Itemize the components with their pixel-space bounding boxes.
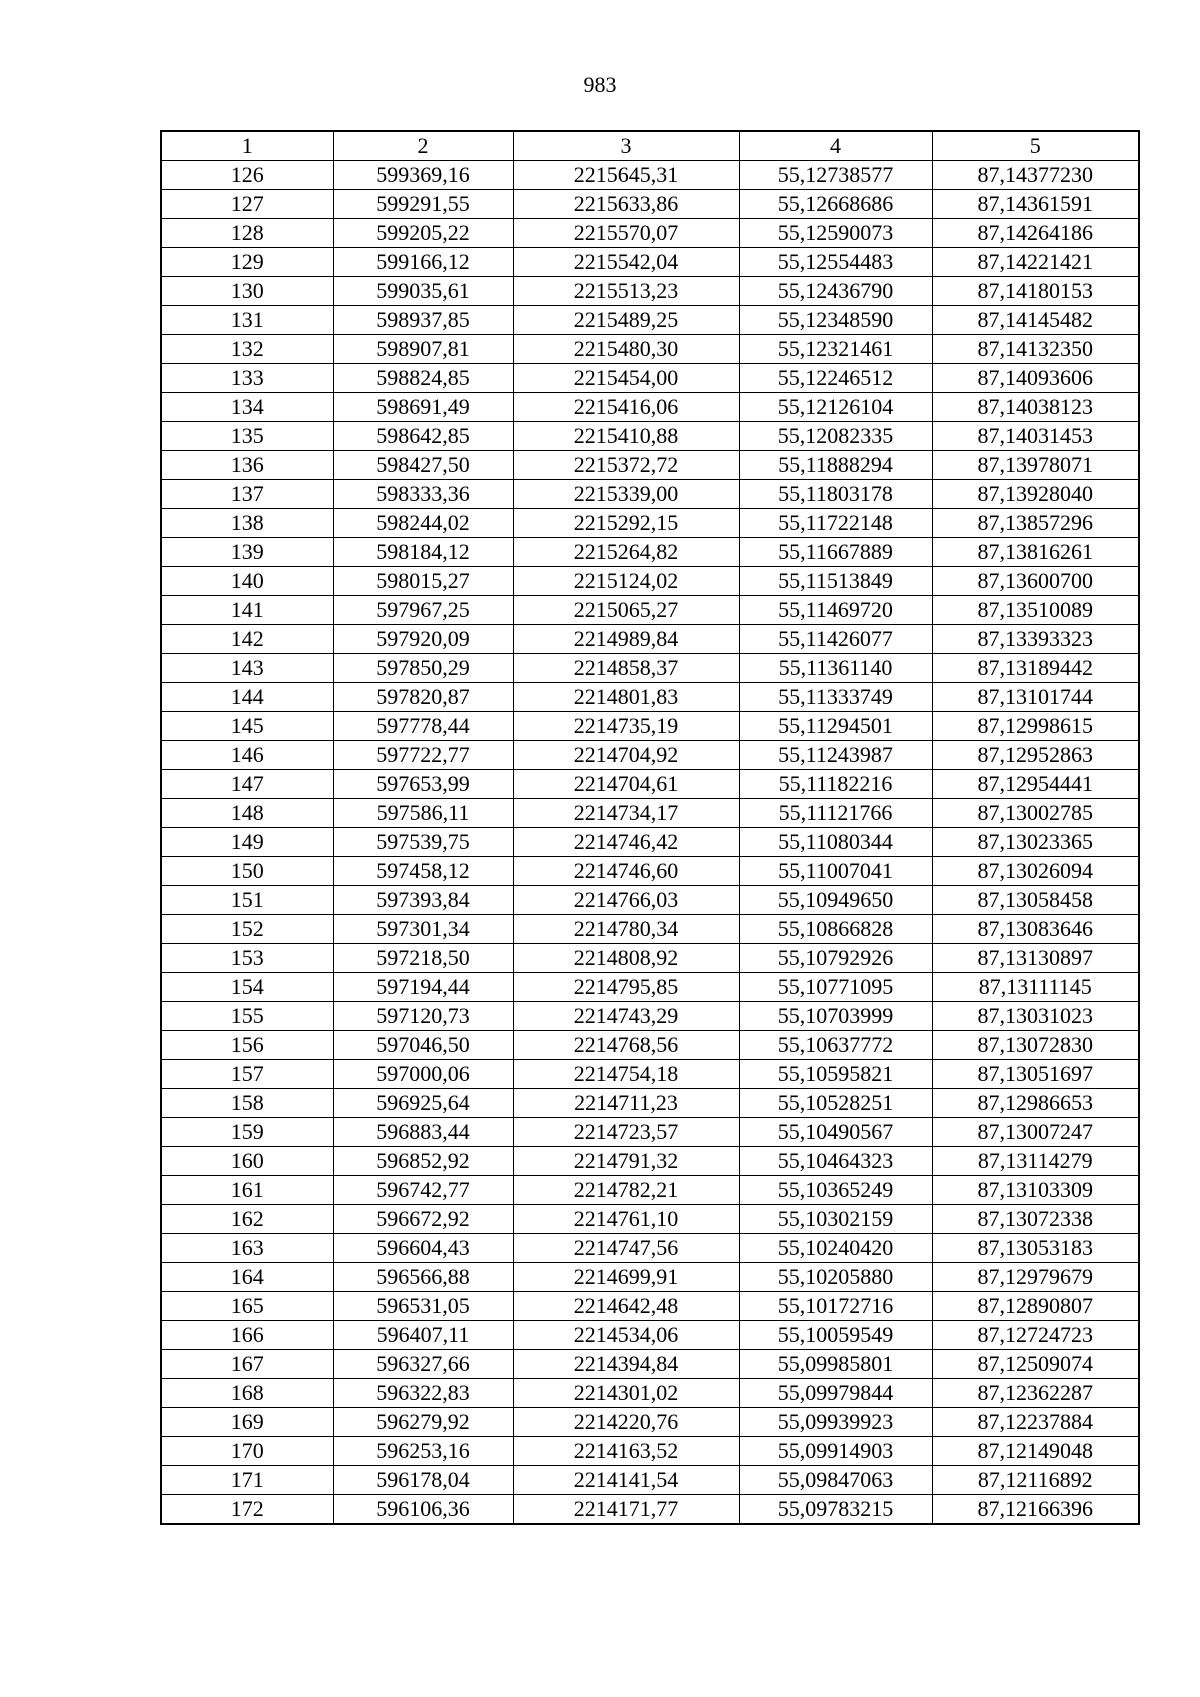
table-row — [161, 422, 1139, 451]
column-header: 4 — [739, 131, 932, 161]
latitude-cell: 55,09783215 — [739, 1495, 932, 1525]
x-coordinate-cell: 597458,12 — [333, 857, 513, 886]
point-number-cell: 157 — [161, 1060, 333, 1089]
x-coordinate-cell: 597301,34 — [333, 915, 513, 944]
table-row — [161, 596, 1139, 625]
x-coordinate-cell: 596407,11 — [333, 1321, 513, 1350]
point-number-cell: 142 — [161, 625, 333, 654]
y-coordinate-cell: 2214795,85 — [513, 973, 739, 1002]
longitude-cell: 87,13130897 — [932, 944, 1139, 973]
longitude-cell: 87,12998615 — [932, 712, 1139, 741]
table-row — [161, 712, 1139, 741]
longitude-cell: 87,12237884 — [932, 1408, 1139, 1437]
y-coordinate-cell: 2215513,23 — [513, 277, 739, 306]
x-coordinate-cell: 598642,85 — [333, 422, 513, 451]
longitude-cell: 87,13978071 — [932, 451, 1139, 480]
table-row — [161, 219, 1139, 248]
x-coordinate-cell: 596672,92 — [333, 1205, 513, 1234]
longitude-cell: 87,13023365 — [932, 828, 1139, 857]
latitude-cell: 55,11361140 — [739, 654, 932, 683]
point-number-cell: 128 — [161, 219, 333, 248]
x-coordinate-cell: 597194,44 — [333, 973, 513, 1002]
point-number-cell: 129 — [161, 248, 333, 277]
latitude-cell: 55,10771095 — [739, 973, 932, 1002]
table-row — [161, 1147, 1139, 1176]
table-row — [161, 625, 1139, 654]
point-number-cell: 139 — [161, 538, 333, 567]
x-coordinate-cell: 597000,06 — [333, 1060, 513, 1089]
latitude-cell: 55,12082335 — [739, 422, 932, 451]
latitude-cell: 55,12738577 — [739, 161, 932, 190]
x-coordinate-cell: 597653,99 — [333, 770, 513, 799]
column-header: 5 — [932, 131, 1139, 161]
point-number-cell: 164 — [161, 1263, 333, 1292]
table-header-row — [161, 131, 1139, 161]
y-coordinate-cell: 2214747,56 — [513, 1234, 739, 1263]
table-row — [161, 886, 1139, 915]
table-row — [161, 480, 1139, 509]
latitude-cell: 55,11294501 — [739, 712, 932, 741]
latitude-cell: 55,12590073 — [739, 219, 932, 248]
y-coordinate-cell: 2214711,23 — [513, 1089, 739, 1118]
longitude-cell: 87,13101744 — [932, 683, 1139, 712]
y-coordinate-cell: 2215410,88 — [513, 422, 739, 451]
longitude-cell: 87,12116892 — [932, 1466, 1139, 1495]
latitude-cell: 55,12321461 — [739, 335, 932, 364]
latitude-cell: 55,10464323 — [739, 1147, 932, 1176]
longitude-cell: 87,13007247 — [932, 1118, 1139, 1147]
table-row — [161, 451, 1139, 480]
x-coordinate-cell: 596742,77 — [333, 1176, 513, 1205]
longitude-cell: 87,13002785 — [932, 799, 1139, 828]
point-number-cell: 130 — [161, 277, 333, 306]
y-coordinate-cell: 2214704,92 — [513, 741, 739, 770]
latitude-cell: 55,10866828 — [739, 915, 932, 944]
coordinates-table — [160, 130, 1140, 1525]
point-number-cell: 148 — [161, 799, 333, 828]
x-coordinate-cell: 598691,49 — [333, 393, 513, 422]
x-coordinate-cell: 597820,87 — [333, 683, 513, 712]
latitude-cell: 55,09985801 — [739, 1350, 932, 1379]
y-coordinate-cell: 2214699,91 — [513, 1263, 739, 1292]
point-number-cell: 159 — [161, 1118, 333, 1147]
x-coordinate-cell: 597539,75 — [333, 828, 513, 857]
table-row — [161, 1089, 1139, 1118]
x-coordinate-cell: 598427,50 — [333, 451, 513, 480]
latitude-cell: 55,11333749 — [739, 683, 932, 712]
y-coordinate-cell: 2215372,72 — [513, 451, 739, 480]
y-coordinate-cell: 2214989,84 — [513, 625, 739, 654]
y-coordinate-cell: 2215416,06 — [513, 393, 739, 422]
latitude-cell: 55,10528251 — [739, 1089, 932, 1118]
table-row — [161, 364, 1139, 393]
latitude-cell: 55,11469720 — [739, 596, 932, 625]
x-coordinate-cell: 597218,50 — [333, 944, 513, 973]
latitude-cell: 55,12348590 — [739, 306, 932, 335]
latitude-cell: 55,10205880 — [739, 1263, 932, 1292]
table-row — [161, 190, 1139, 219]
table-row — [161, 161, 1139, 190]
point-number-cell: 158 — [161, 1089, 333, 1118]
table-row — [161, 567, 1139, 596]
latitude-cell: 55,10595821 — [739, 1060, 932, 1089]
x-coordinate-cell: 596253,16 — [333, 1437, 513, 1466]
x-coordinate-cell: 599369,16 — [333, 161, 513, 190]
longitude-cell: 87,14093606 — [932, 364, 1139, 393]
table-row — [161, 1350, 1139, 1379]
table-row — [161, 1379, 1139, 1408]
y-coordinate-cell: 2215339,00 — [513, 480, 739, 509]
y-coordinate-cell: 2214746,60 — [513, 857, 739, 886]
table-row — [161, 1292, 1139, 1321]
longitude-cell: 87,14377230 — [932, 161, 1139, 190]
point-number-cell: 150 — [161, 857, 333, 886]
latitude-cell: 55,10703999 — [739, 1002, 932, 1031]
table-row — [161, 1263, 1139, 1292]
x-coordinate-cell: 597778,44 — [333, 712, 513, 741]
point-number-cell: 169 — [161, 1408, 333, 1437]
x-coordinate-cell: 599291,55 — [333, 190, 513, 219]
table-row — [161, 538, 1139, 567]
x-coordinate-cell: 597120,73 — [333, 1002, 513, 1031]
table-row — [161, 1060, 1139, 1089]
point-number-cell: 135 — [161, 422, 333, 451]
table-row — [161, 1002, 1139, 1031]
latitude-cell: 55,09939923 — [739, 1408, 932, 1437]
latitude-cell: 55,12668686 — [739, 190, 932, 219]
x-coordinate-cell: 596604,43 — [333, 1234, 513, 1263]
x-coordinate-cell: 597046,50 — [333, 1031, 513, 1060]
table-row — [161, 857, 1139, 886]
table-row — [161, 1408, 1139, 1437]
x-coordinate-cell: 596322,83 — [333, 1379, 513, 1408]
point-number-cell: 172 — [161, 1495, 333, 1525]
y-coordinate-cell: 2214735,19 — [513, 712, 739, 741]
x-coordinate-cell: 597920,09 — [333, 625, 513, 654]
point-number-cell: 131 — [161, 306, 333, 335]
latitude-cell: 55,11182216 — [739, 770, 932, 799]
latitude-cell: 55,11121766 — [739, 799, 932, 828]
y-coordinate-cell: 2214163,52 — [513, 1437, 739, 1466]
x-coordinate-cell: 597850,29 — [333, 654, 513, 683]
longitude-cell: 87,13857296 — [932, 509, 1139, 538]
latitude-cell: 55,10490567 — [739, 1118, 932, 1147]
latitude-cell: 55,10240420 — [739, 1234, 932, 1263]
latitude-cell: 55,10637772 — [739, 1031, 932, 1060]
x-coordinate-cell: 598824,85 — [333, 364, 513, 393]
point-number-cell: 163 — [161, 1234, 333, 1263]
x-coordinate-cell: 598333,36 — [333, 480, 513, 509]
latitude-cell: 55,09847063 — [739, 1466, 932, 1495]
latitude-cell: 55,09979844 — [739, 1379, 932, 1408]
x-coordinate-cell: 596279,92 — [333, 1408, 513, 1437]
table-row — [161, 1495, 1139, 1525]
latitude-cell: 55,11080344 — [739, 828, 932, 857]
point-number-cell: 146 — [161, 741, 333, 770]
latitude-cell: 55,10172716 — [739, 1292, 932, 1321]
latitude-cell: 55,11243987 — [739, 741, 932, 770]
point-number-cell: 138 — [161, 509, 333, 538]
longitude-cell: 87,14361591 — [932, 190, 1139, 219]
y-coordinate-cell: 2214791,32 — [513, 1147, 739, 1176]
y-coordinate-cell: 2215454,00 — [513, 364, 739, 393]
latitude-cell: 55,10365249 — [739, 1176, 932, 1205]
x-coordinate-cell: 597967,25 — [333, 596, 513, 625]
table-row — [161, 335, 1139, 364]
y-coordinate-cell: 2214754,18 — [513, 1060, 739, 1089]
y-coordinate-cell: 2214723,57 — [513, 1118, 739, 1147]
x-coordinate-cell: 596925,64 — [333, 1089, 513, 1118]
point-number-cell: 166 — [161, 1321, 333, 1350]
point-number-cell: 140 — [161, 567, 333, 596]
x-coordinate-cell: 599035,61 — [333, 277, 513, 306]
x-coordinate-cell: 596852,92 — [333, 1147, 513, 1176]
longitude-cell: 87,13031023 — [932, 1002, 1139, 1031]
y-coordinate-cell: 2214394,84 — [513, 1350, 739, 1379]
x-coordinate-cell: 596531,05 — [333, 1292, 513, 1321]
y-coordinate-cell: 2214220,76 — [513, 1408, 739, 1437]
point-number-cell: 126 — [161, 161, 333, 190]
table-row — [161, 1118, 1139, 1147]
y-coordinate-cell: 2214768,56 — [513, 1031, 739, 1060]
table-row — [161, 828, 1139, 857]
y-coordinate-cell: 2214808,92 — [513, 944, 739, 973]
y-coordinate-cell: 2215489,25 — [513, 306, 739, 335]
x-coordinate-cell: 597393,84 — [333, 886, 513, 915]
longitude-cell: 87,14038123 — [932, 393, 1139, 422]
y-coordinate-cell: 2214534,06 — [513, 1321, 739, 1350]
latitude-cell: 55,11803178 — [739, 480, 932, 509]
point-number-cell: 160 — [161, 1147, 333, 1176]
y-coordinate-cell: 2214761,10 — [513, 1205, 739, 1234]
latitude-cell: 55,12436790 — [739, 277, 932, 306]
table-row — [161, 1176, 1139, 1205]
longitude-cell: 87,13393323 — [932, 625, 1139, 654]
longitude-cell: 87,13510089 — [932, 596, 1139, 625]
longitude-cell: 87,12724723 — [932, 1321, 1139, 1350]
x-coordinate-cell: 598907,81 — [333, 335, 513, 364]
y-coordinate-cell: 2214766,03 — [513, 886, 739, 915]
longitude-cell: 87,13053183 — [932, 1234, 1139, 1263]
longitude-cell: 87,12509074 — [932, 1350, 1139, 1379]
page-number: 983 — [583, 72, 617, 97]
point-number-cell: 155 — [161, 1002, 333, 1031]
table-row — [161, 944, 1139, 973]
column-header: 3 — [513, 131, 739, 161]
table-row — [161, 1234, 1139, 1263]
table-row — [161, 1205, 1139, 1234]
table-row — [161, 915, 1139, 944]
latitude-cell: 55,11007041 — [739, 857, 932, 886]
table-row — [161, 509, 1139, 538]
table-row — [161, 1321, 1139, 1350]
point-number-cell: 152 — [161, 915, 333, 944]
table-row — [161, 393, 1139, 422]
point-number-cell: 144 — [161, 683, 333, 712]
longitude-cell: 87,12149048 — [932, 1437, 1139, 1466]
longitude-cell: 87,13189442 — [932, 654, 1139, 683]
y-coordinate-cell: 2214782,21 — [513, 1176, 739, 1205]
point-number-cell: 162 — [161, 1205, 333, 1234]
latitude-cell: 55,11426077 — [739, 625, 932, 654]
point-number-cell: 156 — [161, 1031, 333, 1060]
y-coordinate-cell: 2215542,04 — [513, 248, 739, 277]
y-coordinate-cell: 2215065,27 — [513, 596, 739, 625]
table-row — [161, 306, 1139, 335]
x-coordinate-cell: 596883,44 — [333, 1118, 513, 1147]
point-number-cell: 154 — [161, 973, 333, 1002]
y-coordinate-cell: 2214801,83 — [513, 683, 739, 712]
longitude-cell: 87,12952863 — [932, 741, 1139, 770]
point-number-cell: 161 — [161, 1176, 333, 1205]
point-number-cell: 136 — [161, 451, 333, 480]
y-coordinate-cell: 2214734,17 — [513, 799, 739, 828]
longitude-cell: 87,12890807 — [932, 1292, 1139, 1321]
y-coordinate-cell: 2214858,37 — [513, 654, 739, 683]
longitude-cell: 87,13103309 — [932, 1176, 1139, 1205]
column-header: 1 — [161, 131, 333, 161]
table-row — [161, 973, 1139, 1002]
longitude-cell: 87,14132350 — [932, 335, 1139, 364]
table-row — [161, 248, 1139, 277]
latitude-cell: 55,11513849 — [739, 567, 932, 596]
latitude-cell: 55,09914903 — [739, 1437, 932, 1466]
point-number-cell: 171 — [161, 1466, 333, 1495]
y-coordinate-cell: 2214171,77 — [513, 1495, 739, 1525]
longitude-cell: 87,12986653 — [932, 1089, 1139, 1118]
longitude-cell: 87,12954441 — [932, 770, 1139, 799]
y-coordinate-cell: 2215480,30 — [513, 335, 739, 364]
longitude-cell: 87,13051697 — [932, 1060, 1139, 1089]
longitude-cell: 87,13083646 — [932, 915, 1139, 944]
longitude-cell: 87,13111145 — [932, 973, 1139, 1002]
longitude-cell: 87,14221421 — [932, 248, 1139, 277]
y-coordinate-cell: 2215292,15 — [513, 509, 739, 538]
y-coordinate-cell: 2215124,02 — [513, 567, 739, 596]
point-number-cell: 168 — [161, 1379, 333, 1408]
x-coordinate-cell: 599166,12 — [333, 248, 513, 277]
point-number-cell: 134 — [161, 393, 333, 422]
y-coordinate-cell: 2214141,54 — [513, 1466, 739, 1495]
point-number-cell: 147 — [161, 770, 333, 799]
latitude-cell: 55,10059549 — [739, 1321, 932, 1350]
table-row — [161, 683, 1139, 712]
x-coordinate-cell: 598244,02 — [333, 509, 513, 538]
point-number-cell: 149 — [161, 828, 333, 857]
longitude-cell: 87,13072830 — [932, 1031, 1139, 1060]
y-coordinate-cell: 2214746,42 — [513, 828, 739, 857]
point-number-cell: 145 — [161, 712, 333, 741]
longitude-cell: 87,12979679 — [932, 1263, 1139, 1292]
point-number-cell: 137 — [161, 480, 333, 509]
longitude-cell: 87,14180153 — [932, 277, 1139, 306]
x-coordinate-cell: 598015,27 — [333, 567, 513, 596]
y-coordinate-cell: 2214642,48 — [513, 1292, 739, 1321]
latitude-cell: 55,10792926 — [739, 944, 932, 973]
point-number-cell: 133 — [161, 364, 333, 393]
latitude-cell: 55,11667889 — [739, 538, 932, 567]
longitude-cell: 87,13114279 — [932, 1147, 1139, 1176]
x-coordinate-cell: 597586,11 — [333, 799, 513, 828]
point-number-cell: 170 — [161, 1437, 333, 1466]
longitude-cell: 87,13600700 — [932, 567, 1139, 596]
x-coordinate-cell: 596106,36 — [333, 1495, 513, 1525]
longitude-cell: 87,12166396 — [932, 1495, 1139, 1525]
longitude-cell: 87,13026094 — [932, 857, 1139, 886]
latitude-cell: 55,12126104 — [739, 393, 932, 422]
longitude-cell: 87,14145482 — [932, 306, 1139, 335]
table-row — [161, 1437, 1139, 1466]
table-body — [161, 161, 1139, 1525]
table-row — [161, 1466, 1139, 1495]
x-coordinate-cell: 598937,85 — [333, 306, 513, 335]
latitude-cell: 55,11722148 — [739, 509, 932, 538]
point-number-cell: 141 — [161, 596, 333, 625]
x-coordinate-cell: 596178,04 — [333, 1466, 513, 1495]
latitude-cell: 55,10949650 — [739, 886, 932, 915]
longitude-cell: 87,14264186 — [932, 219, 1139, 248]
point-number-cell: 127 — [161, 190, 333, 219]
x-coordinate-cell: 596327,66 — [333, 1350, 513, 1379]
latitude-cell: 55,12246512 — [739, 364, 932, 393]
x-coordinate-cell: 596566,88 — [333, 1263, 513, 1292]
point-number-cell: 143 — [161, 654, 333, 683]
table-row — [161, 741, 1139, 770]
y-coordinate-cell: 2215264,82 — [513, 538, 739, 567]
longitude-cell: 87,12362287 — [932, 1379, 1139, 1408]
x-coordinate-cell: 598184,12 — [333, 538, 513, 567]
y-coordinate-cell: 2214743,29 — [513, 1002, 739, 1031]
longitude-cell: 87,13058458 — [932, 886, 1139, 915]
x-coordinate-cell: 597722,77 — [333, 741, 513, 770]
y-coordinate-cell: 2214780,34 — [513, 915, 739, 944]
longitude-cell: 87,13072338 — [932, 1205, 1139, 1234]
latitude-cell: 55,10302159 — [739, 1205, 932, 1234]
table-row — [161, 654, 1139, 683]
point-number-cell: 151 — [161, 886, 333, 915]
longitude-cell: 87,13816261 — [932, 538, 1139, 567]
table-row — [161, 770, 1139, 799]
x-coordinate-cell: 599205,22 — [333, 219, 513, 248]
table-row — [161, 799, 1139, 828]
table-row — [161, 1031, 1139, 1060]
y-coordinate-cell: 2215570,07 — [513, 219, 739, 248]
point-number-cell: 167 — [161, 1350, 333, 1379]
longitude-cell: 87,14031453 — [932, 422, 1139, 451]
point-number-cell: 132 — [161, 335, 333, 364]
latitude-cell: 55,11888294 — [739, 451, 932, 480]
y-coordinate-cell: 2214301,02 — [513, 1379, 739, 1408]
latitude-cell: 55,12554483 — [739, 248, 932, 277]
y-coordinate-cell: 2215645,31 — [513, 161, 739, 190]
y-coordinate-cell: 2214704,61 — [513, 770, 739, 799]
y-coordinate-cell: 2215633,86 — [513, 190, 739, 219]
column-header: 2 — [333, 131, 513, 161]
point-number-cell: 153 — [161, 944, 333, 973]
longitude-cell: 87,13928040 — [932, 480, 1139, 509]
table-row — [161, 277, 1139, 306]
point-number-cell: 165 — [161, 1292, 333, 1321]
